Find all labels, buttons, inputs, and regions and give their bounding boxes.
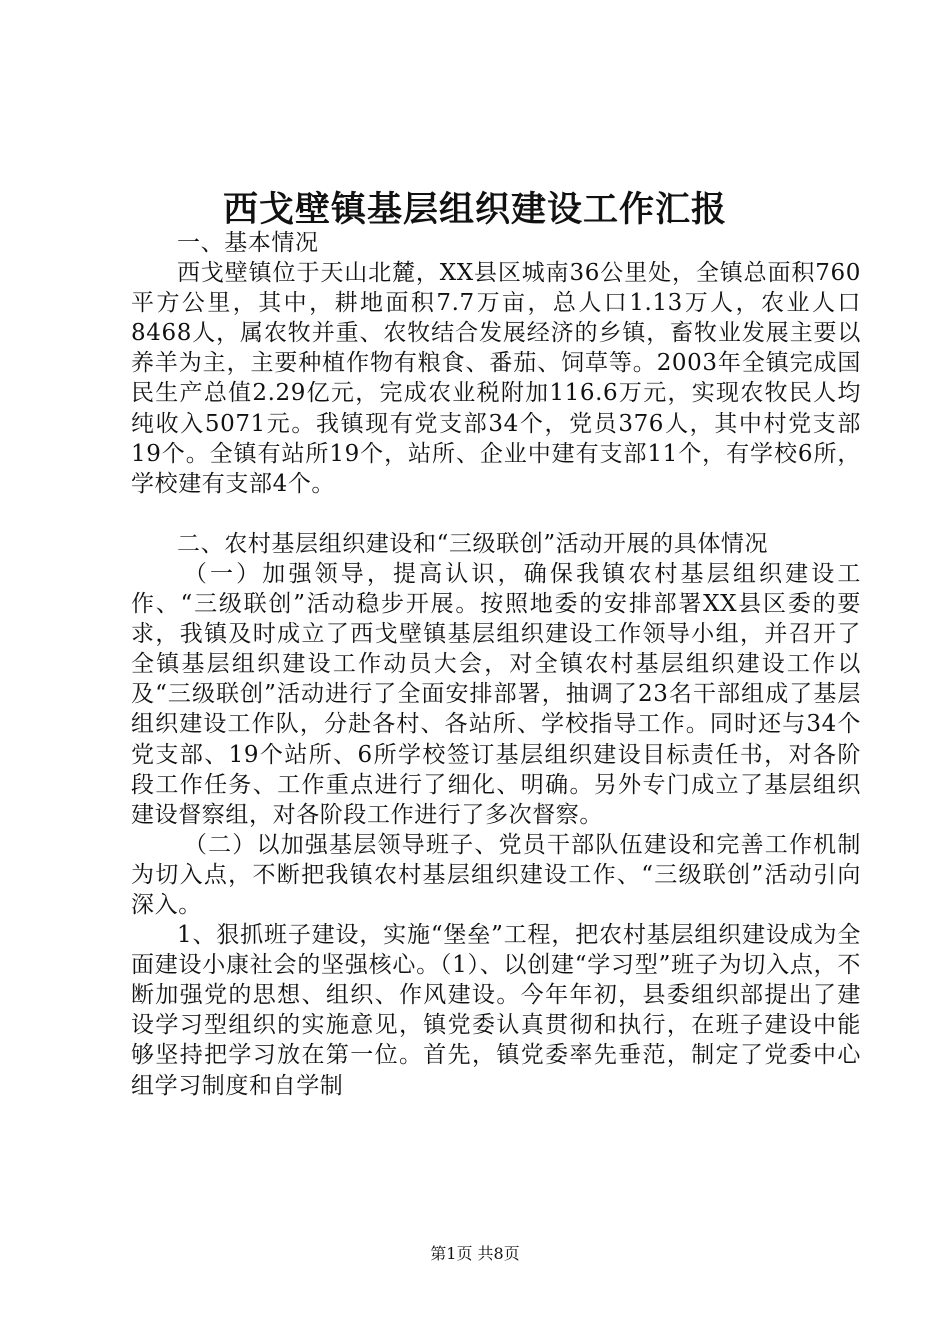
- paragraph-leadership: （一）加强领导，提高认识，确保我镇农村基层组织建设工作、“三级联创”活动稳步开展。按照地委的安排部署XX县区委的要求，我镇及时成立了西戈壁镇基层组织建设工作领导小组，并召开了全镇基层组织建设工作动员大会，对全镇农村基层组织建设工作以及“三级联创”活动进行了全面安排部署，抽调了23名干部组成了基层组织建设工作队，分赴各村、各站所、学校指导工作。同时还与34个党支部、19个站所、6所学校签订基层组织建设目标责任书，对各阶段工作任务、工作重点进行了细化、明确。另外专门成立了基层组织建设督察组，对各阶段工作进行了多次督察。: [131, 560, 861, 828]
- paragraph-team-building: 1、狠抓班子建设，实施“堡垒”工程，把农村基层组织建设成为全面建设小康社会的坚强核心。（1）、以创建“学习型”班子为切入点，不断加强党的思想、组织、作风建设。今年年初，县委组织部提出了建设学习型组织的实施意见，镇党委认真贯彻和执行，在班子建设中能够坚持把学习放在第一位。首先，镇党委率先垂范，制定了党委中心组学习制度和自学制: [131, 922, 861, 1099]
- paragraph-mechanism: （二）以加强基层领导班子、党员干部队伍建设和完善工作机制为切入点，不断把我镇农村基层组织建设工作、“三级联创”活动引向深入。: [131, 831, 861, 918]
- paragraph-basic-info: 西戈壁镇位于天山北麓，XX县区城南36公里处，全镇总面积760平方公里，其中，耕地面积7.7万亩，总人口1.13万人，农业人口8468人，属农牧并重、农牧结合发展经济的乡镇，畜牧业发展主要以养羊为主，主要种植作物有粮食、番茄、饲草等。2003年全镇完成国民生产总值2.29亿元，完成农业税附加116.6万元，实现农牧民人均纯收入5071元。我镇现有党支部34个，党员376人，其中村党支部19个。全镇有站所19个，站所、企业中建有支部11个，有学校6所，学校建有支部4个。: [131, 260, 861, 497]
- document-body: [131, 228, 861, 1101]
- paragraph-gap: [131, 499, 861, 529]
- document-title: 西戈壁镇基层组织建设工作汇报: [222, 189, 727, 230]
- section-heading-basic-info: 一、基本情况: [177, 230, 319, 256]
- section-heading-details: 二、农村基层组织建设和“三级联创”活动开展的具体情况: [177, 530, 769, 557]
- page-footer: 第1页 共8页: [430, 1244, 520, 1263]
